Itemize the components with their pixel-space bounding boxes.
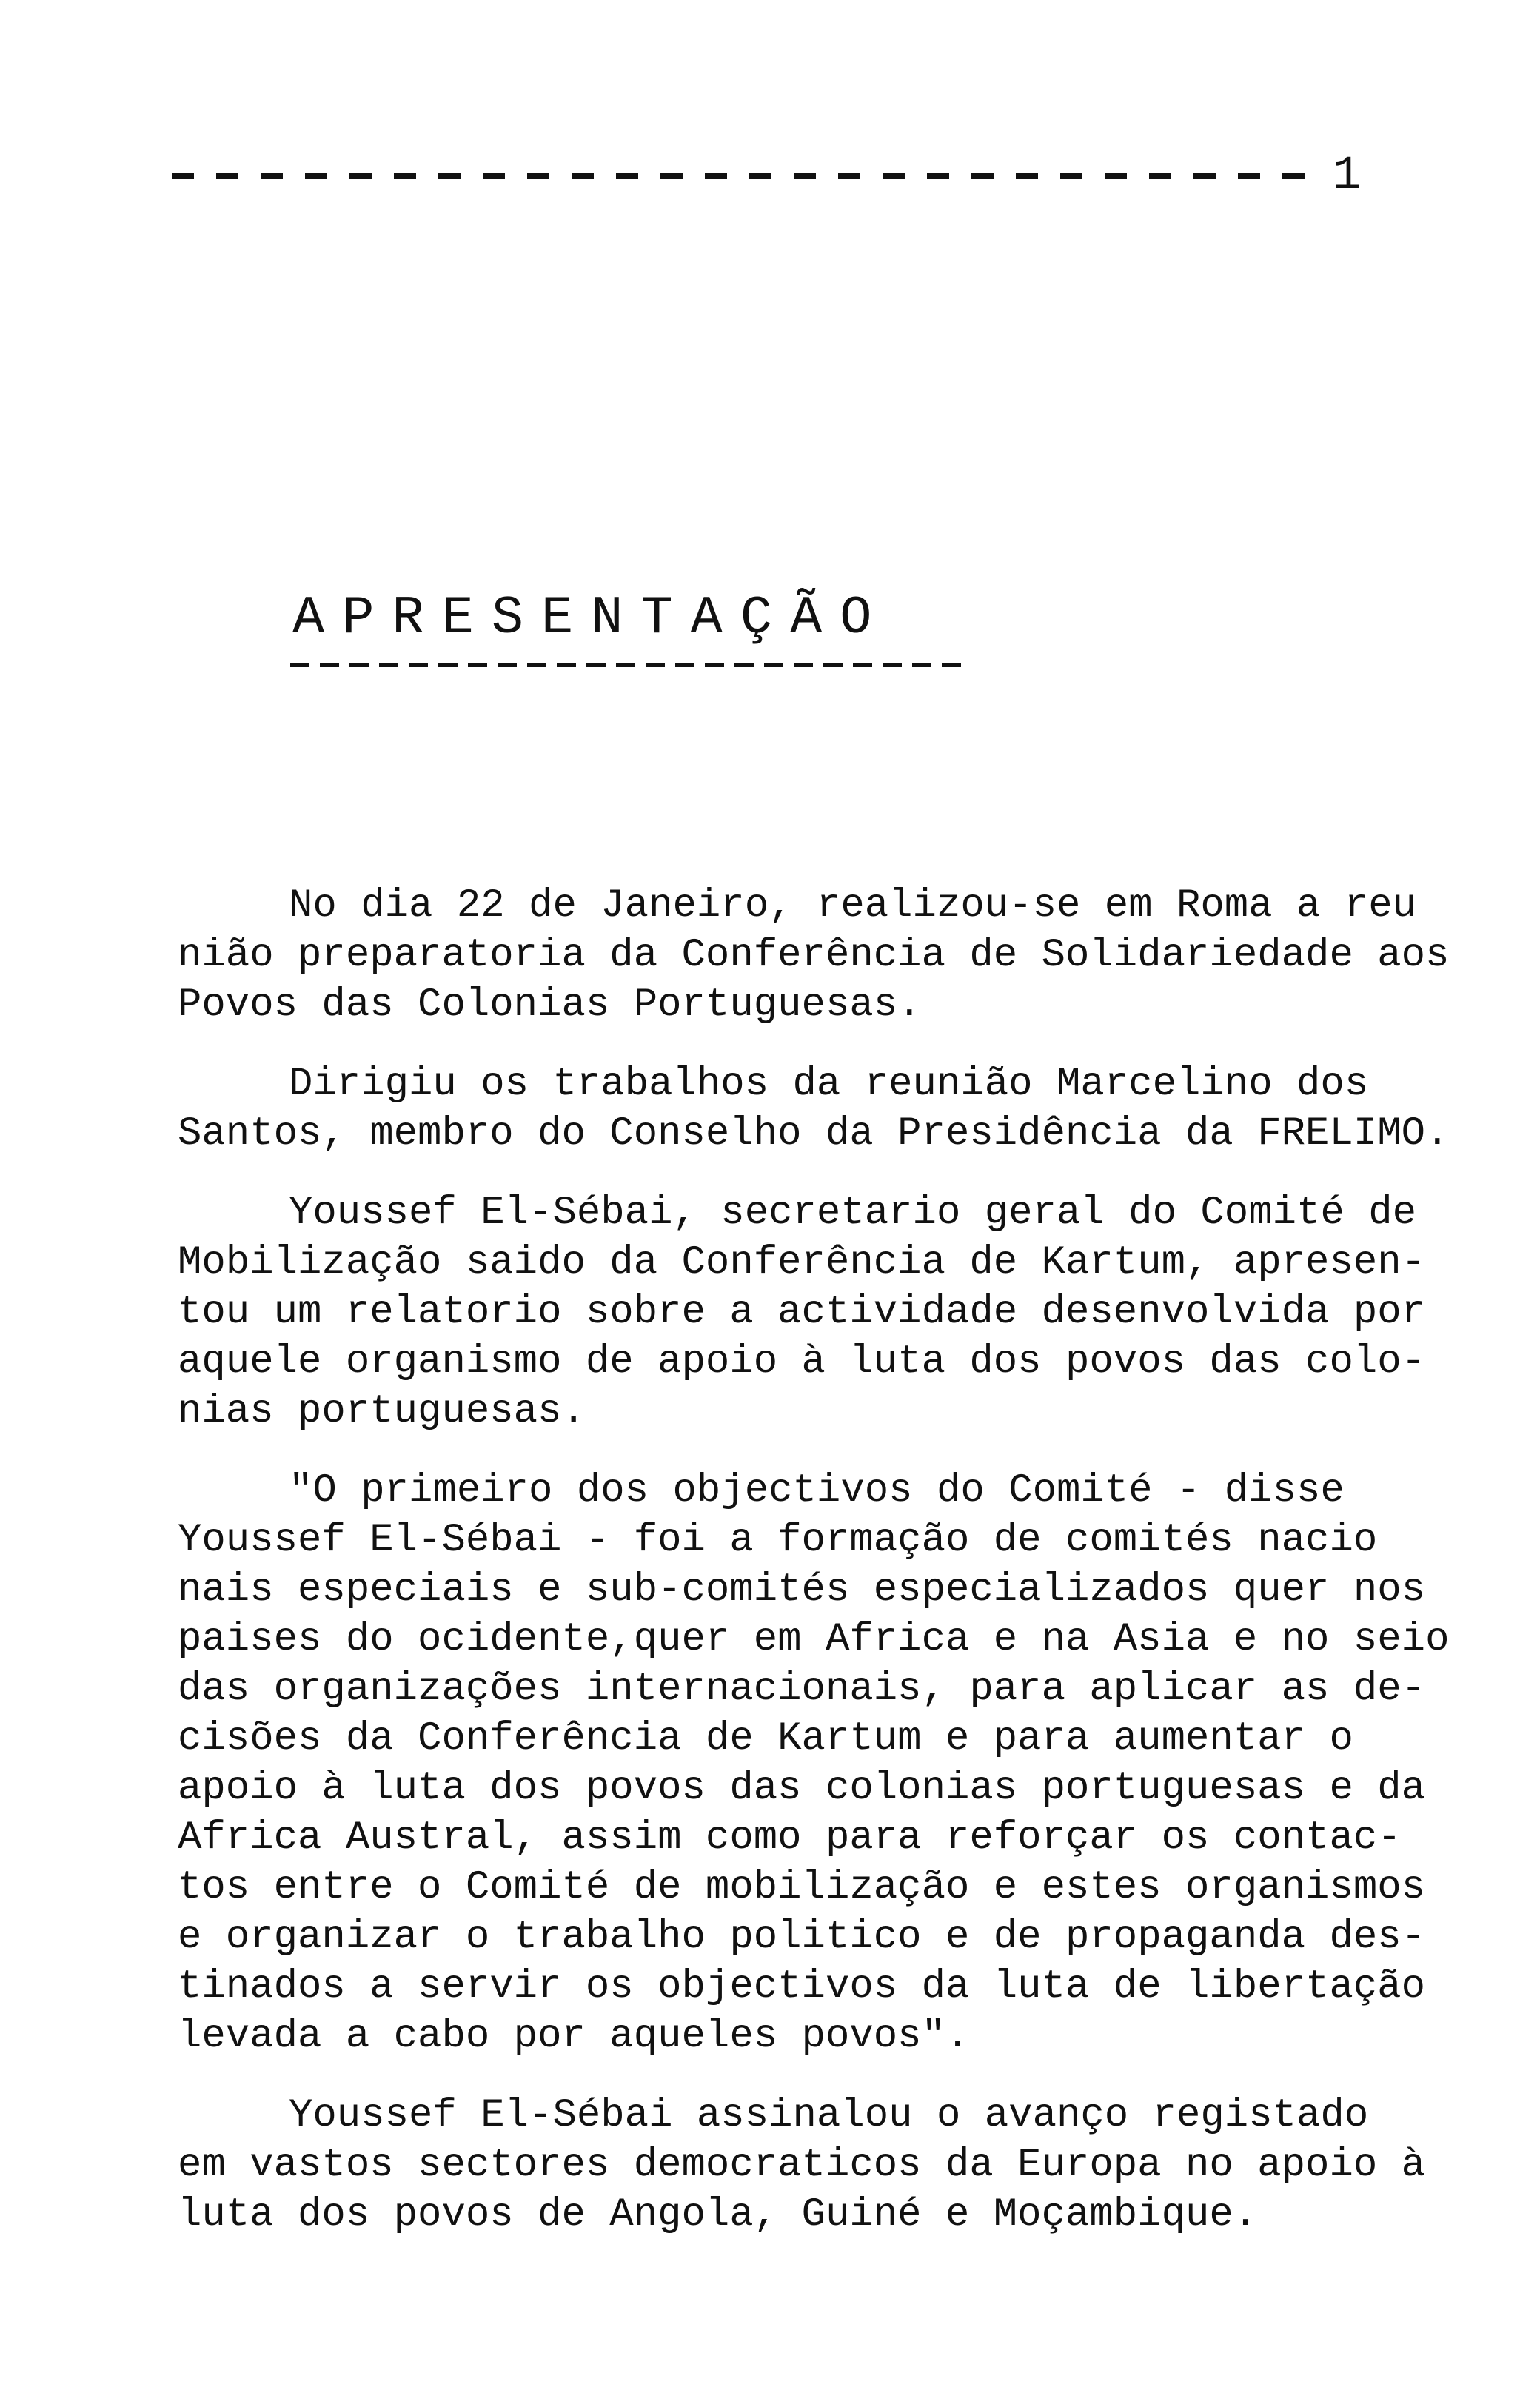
paragraph xyxy=(178,2091,1426,2240)
text-line: Youssef El-Sébai, secretario geral do Comité de xyxy=(289,1191,1417,1236)
page-number: 1 xyxy=(1333,150,1363,203)
text-line: luta dos povos de Angola, Guiné e Moçambique. xyxy=(178,2192,1258,2238)
text-line: tos entre o Comité de mobilização e estes organismos xyxy=(178,1865,1426,1910)
page-header xyxy=(172,147,1371,206)
text-line: paises do ocidente,quer em Africa e na Asia e no seio xyxy=(178,1617,1450,1662)
text-line: Mobilização saido da Conferência de Kartum, apresen- xyxy=(178,1240,1426,1285)
text-line: Youssef El-Sébai assinalou o avanço registado xyxy=(289,2093,1369,2138)
text-line: cisões da Conferência de Kartum e para aumentar o xyxy=(178,1716,1353,1761)
paragraph xyxy=(178,1466,1450,2061)
paragraph xyxy=(178,1188,1426,1436)
text-line: No dia 22 de Janeiro, realizou-se em Roma a reu xyxy=(289,883,1417,928)
title-underline xyxy=(290,663,971,667)
text-line: apoio à luta dos povos das colonias portuguesas e da xyxy=(178,1766,1426,1811)
text-line: nais especiais e sub-comités especializados quer nos xyxy=(178,1567,1426,1613)
text-line: e organizar o trabalho politico e de propaganda des- xyxy=(178,1915,1426,1960)
text-line: em vastos sectores democraticos da Europa no apoio à xyxy=(178,2143,1426,2188)
text-line: das organizações internacionais, para aplicar as de- xyxy=(178,1667,1426,1712)
text-line: Youssef El-Sébai - foi a formação de comités nacio xyxy=(178,1518,1378,1563)
header-dash-rule xyxy=(172,173,1327,179)
text-line: nias portuguesas. xyxy=(178,1389,586,1434)
text-line: Santos, membro do Conselho da Presidência da FRELIMO. xyxy=(178,1111,1450,1157)
text-line: tou um relatorio sobre a actividade desenvolvida por xyxy=(178,1290,1426,1335)
text-line: Africa Austral, assim como para reforçar os contac- xyxy=(178,1815,1402,1861)
text-line: nião preparatoria da Conferência de Solidariedade aos xyxy=(178,933,1450,978)
text-line: levada a cabo por aqueles povos". xyxy=(178,2014,970,2059)
text-line: tinados a servir os objectivos da luta de libertação xyxy=(178,1964,1426,2009)
text-line: Povos das Colonias Portuguesas. xyxy=(178,983,922,1028)
page-title: APRESENTAÇÃO xyxy=(292,588,890,649)
text-line: Dirigiu os trabalhos da reunião Marcelino dos xyxy=(289,1062,1369,1107)
text-line: "O primeiro dos objectivos do Comité - disse xyxy=(289,1468,1345,1513)
text-line: aquele organismo de apoio à luta dos povos das colo- xyxy=(178,1339,1426,1385)
body-text xyxy=(178,881,1450,2269)
paragraph xyxy=(178,881,1450,1030)
paragraph xyxy=(178,1060,1450,1159)
